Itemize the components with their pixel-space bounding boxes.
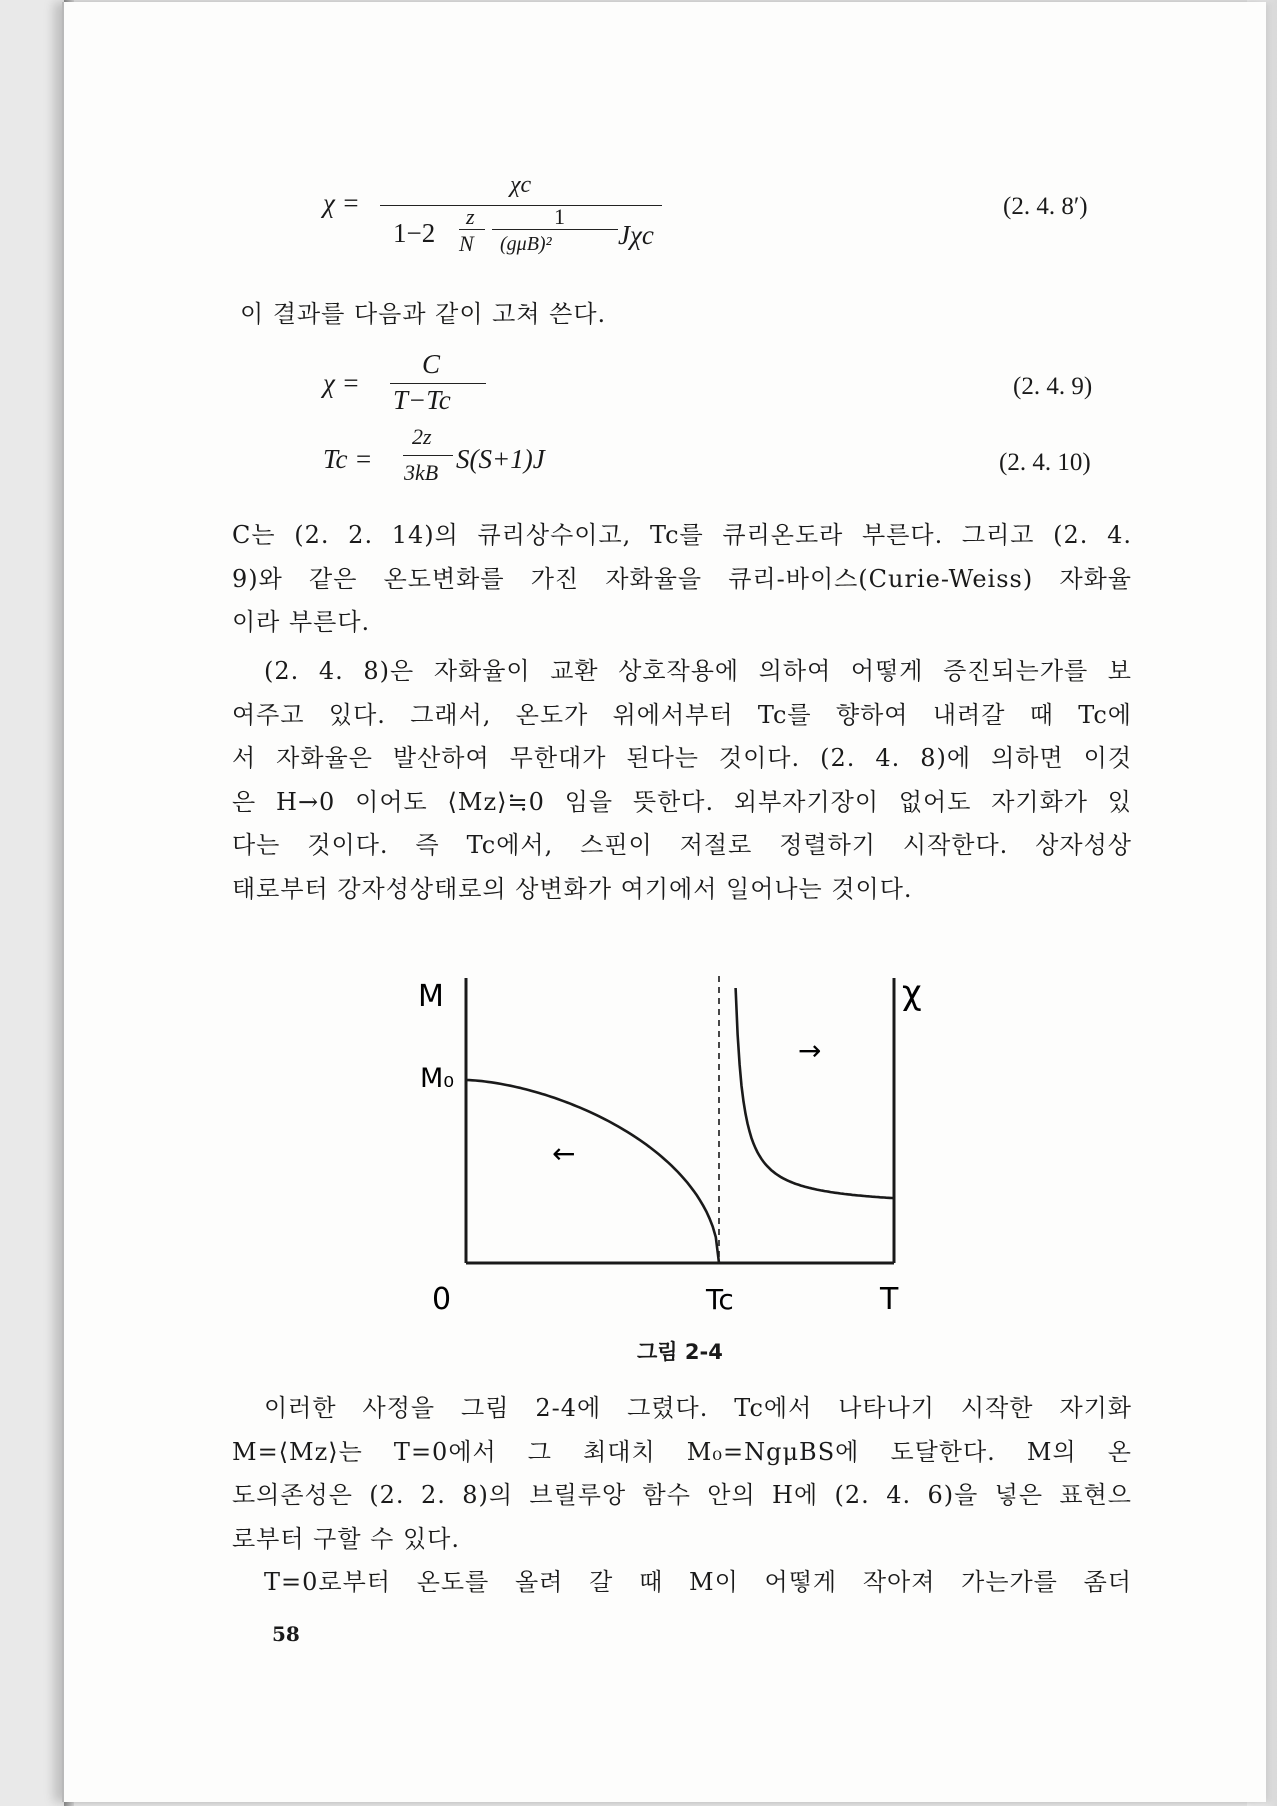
fraction-bar <box>390 383 486 384</box>
eq-lhs: χ = <box>323 368 360 398</box>
page-number: 58 <box>272 1622 300 1646</box>
text-line: 이러한 사정을 그림 2-4에 그렸다. Tc에서 나타나기 시작한 자기화 <box>264 1394 1132 1422</box>
paragraph-4 <box>232 1561 1132 1605</box>
intro-text: 이 결과를 다음과 같이 고쳐 쓴다. <box>240 300 607 328</box>
text-line: 도의존성은 (2. 2. 8)의 브릴루앙 함수 안의 H에 (2. 4. 6)을 넣은 표현으 <box>232 1481 1132 1509</box>
label-tc: Tc <box>706 1283 734 1316</box>
text-line: 다는 것이다. 즉 Tc에서, 스핀이 저절로 정렬하기 시작한다. 상자성상 <box>232 831 1132 859</box>
label-m: M <box>418 979 444 1014</box>
eq-frac-num: 2z <box>412 424 432 449</box>
eq-den-suffix: Jχc <box>618 220 654 250</box>
text-line: 9)와 같은 온도변화를 가진 자화율을 큐리-바이스(Curie-Weiss) 자화율 <box>232 564 1132 593</box>
fraction-bar <box>380 205 662 206</box>
fraction-bar <box>492 229 618 230</box>
equation-number: (2. 4. 8′) <box>1003 193 1088 220</box>
equation-number: (2. 4. 10) <box>999 449 1091 476</box>
label-m0: M₀ <box>420 1063 455 1094</box>
eq-denominator: T−Tc <box>393 385 451 415</box>
eq-numerator: C <box>422 349 441 379</box>
label-t: T <box>880 1282 899 1317</box>
text-line: 서 자화율은 발산하여 무한대가 된다는 것이다. (2. 4. 8)에 의하면 이것 <box>232 744 1132 772</box>
equation-number: (2. 4. 9) <box>1013 373 1093 400</box>
eq-lhs: χ = <box>323 188 360 218</box>
eq-frac-den: 3kB <box>404 460 439 485</box>
fraction-bar <box>403 455 453 456</box>
text-line: T=0로부터 온도를 올려 갈 때 M이 어떻게 작아져 가는가를 좀더 <box>264 1568 1132 1596</box>
eq-den-frac-num: z <box>466 204 475 229</box>
paragraph-2 <box>232 650 1132 911</box>
eq-den-prefix: 1−2 <box>393 218 436 248</box>
text-line: 로부터 구할 수 있다. <box>232 1524 460 1553</box>
arrow-left-icon: ← <box>552 1137 576 1170</box>
text-line: 여주고 있다. 그래서, 온도가 위에서부터 Tc를 향하여 내려갈 때 Tc에 <box>232 700 1132 729</box>
figure-2-4 <box>400 960 960 1330</box>
text-line: M=⟨Mz⟩는 T=0에서 그 최대치 M₀=NgμBS에 도달한다. M의 온 <box>232 1437 1132 1466</box>
fraction-bar <box>459 229 485 230</box>
text-line: 태로부터 강자성상태로의 상변화가 여기에서 일어나는 것이다. <box>232 874 913 903</box>
label-origin: 0 <box>432 1282 452 1317</box>
text-line: (2. 4. 8)은 자화율이 교환 상호작용에 의하여 어떻게 증진되는가를 보 <box>264 657 1132 685</box>
paragraph-1 <box>232 514 1132 645</box>
eq-lhs: Tc = <box>323 444 373 474</box>
eq-rest: S(S+1)J <box>456 444 545 474</box>
eq-numerator: χc <box>510 172 532 198</box>
text-line: 이라 부른다. <box>232 608 371 636</box>
eq-den-frac-den: N <box>459 231 474 256</box>
magnetization-curve <box>466 1080 719 1263</box>
susceptibility-curve <box>736 988 894 1198</box>
text-line: C는 (2. 2. 14)의 큐리상수이고, Tc를 큐리온도라 부른다. 그리고 (2. 4. <box>232 521 1132 549</box>
text-line: 은 H→0 이어도 ⟨Mz⟩≒0 임을 뜻한다. 외부자기장이 없어도 자기화가 있 <box>232 787 1132 816</box>
label-chi: χ <box>902 973 922 1013</box>
paragraph-3 <box>232 1387 1132 1561</box>
eq-den-frac2-den: (gμB)² <box>500 233 552 255</box>
eq-den-frac2-num: 1 <box>554 204 565 229</box>
figure-caption: 그림 2-4 <box>637 1340 723 1364</box>
arrow-right-icon: → <box>798 1034 822 1067</box>
